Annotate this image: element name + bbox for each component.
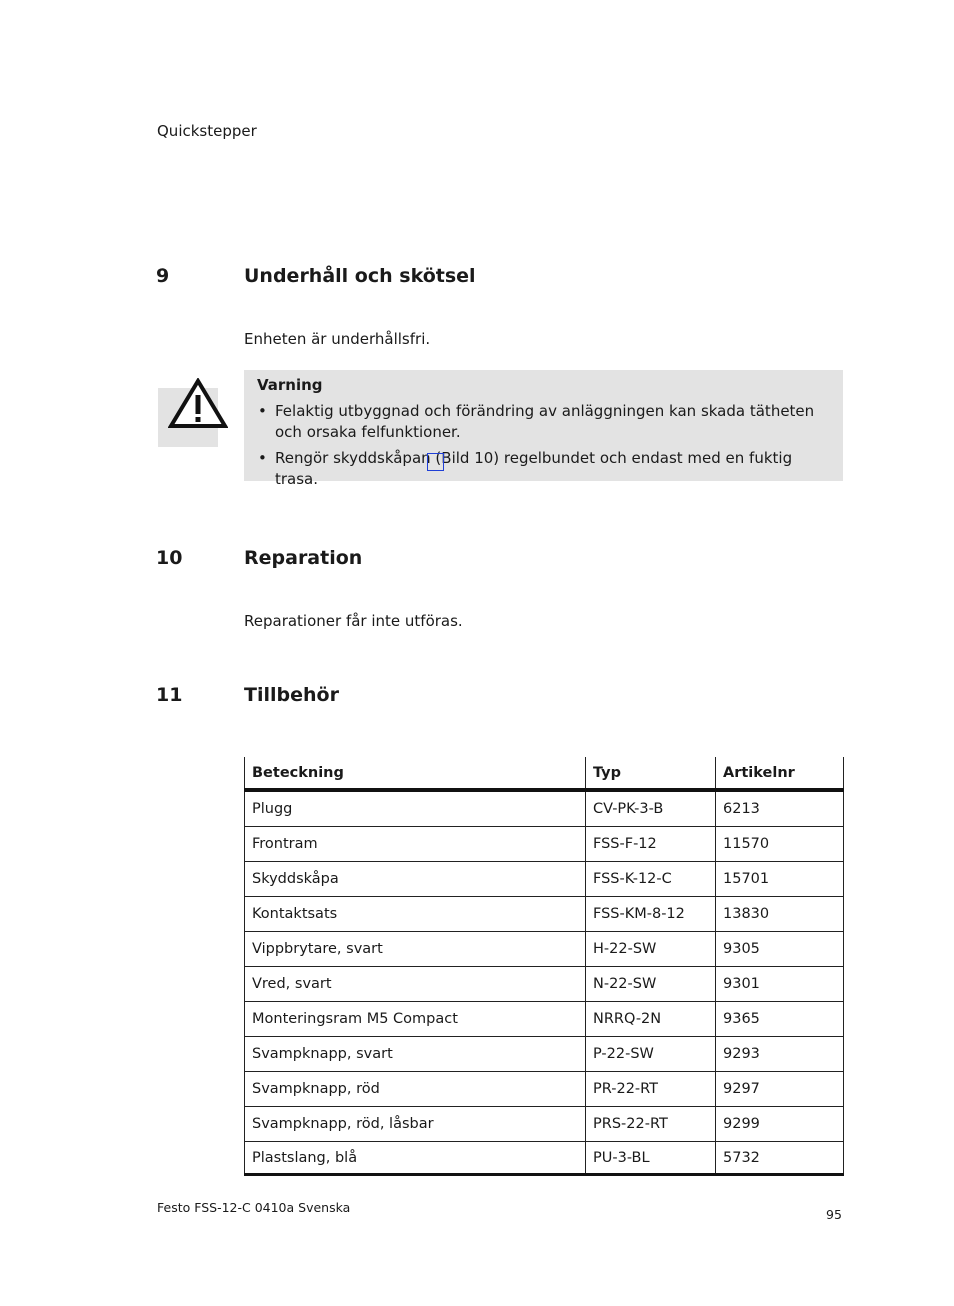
- column-header: Artikelnr: [716, 757, 844, 790]
- accessories-table: [244, 757, 844, 1176]
- warning-icon-box: [158, 388, 218, 447]
- table-cell: Frontram: [245, 827, 586, 862]
- table-cell: 9301: [716, 967, 844, 1002]
- table-cell: 5732: [716, 1142, 844, 1175]
- table-row: [245, 897, 844, 932]
- table-cell: 13830: [716, 897, 844, 932]
- table-cell: FSS-KM-8-12: [586, 897, 716, 932]
- page-number: 95: [826, 1207, 842, 1222]
- table-row: [245, 1037, 844, 1072]
- table-cell: Svampknapp, röd: [245, 1072, 586, 1107]
- table-cell: 11570: [716, 827, 844, 862]
- column-header: Beteckning: [245, 757, 586, 790]
- table-row: [245, 1107, 844, 1142]
- table-cell: Vred, svart: [245, 967, 586, 1002]
- table-cell: Skyddskåpa: [245, 862, 586, 897]
- table-cell: 6213: [716, 790, 844, 827]
- table-cell: Monteringsram M5 Compact: [245, 1002, 586, 1037]
- table-row: [245, 1072, 844, 1107]
- warning-list: [257, 401, 829, 490]
- table-cell: FSS-K-12-C: [586, 862, 716, 897]
- table-row: [245, 932, 844, 967]
- table-cell: Svampknapp, röd, låsbar: [245, 1107, 586, 1142]
- table-cell: CV-PK-3-B: [586, 790, 716, 827]
- table-row: [245, 1142, 844, 1175]
- table-cell: FSS-F-12: [586, 827, 716, 862]
- table-row: [245, 790, 844, 827]
- table-cell: Vippbrytare, svart: [245, 932, 586, 967]
- table-cell: 9365: [716, 1002, 844, 1037]
- warning-title: Varning: [257, 376, 323, 394]
- section-9-number: 9: [156, 265, 170, 287]
- table-cell: PRS-22-RT: [586, 1107, 716, 1142]
- table-cell: P-22-SW: [586, 1037, 716, 1072]
- table-header-row: [245, 757, 844, 790]
- table-cell: PR-22-RT: [586, 1072, 716, 1107]
- section-11-number: 11: [156, 684, 183, 706]
- table-cell: Kontaktsats: [245, 897, 586, 932]
- selection-marker: [427, 453, 444, 471]
- column-header: Typ: [586, 757, 716, 790]
- table-cell: 15701: [716, 862, 844, 897]
- table-cell: Plastslang, blå: [245, 1142, 586, 1175]
- table-row: [245, 967, 844, 1002]
- table-cell: 9297: [716, 1072, 844, 1107]
- table-cell: N-22-SW: [586, 967, 716, 1002]
- warning-box: [244, 370, 843, 488]
- warning-item: • Rengör skyddskåpan (Bild 10) regelbundet och endast med en fuktig trasa.: [257, 448, 829, 490]
- table-cell: 9293: [716, 1037, 844, 1072]
- table-cell: 9299: [716, 1107, 844, 1142]
- section-9-title: Underhåll och skötsel: [244, 265, 476, 287]
- section-11-title: Tillbehör: [244, 684, 339, 706]
- warning-item: • Felaktig utbyggnad och förändring av anläggningen kan skada tätheten och orsaka felfunktioner.: [257, 401, 829, 443]
- table-row: [245, 827, 844, 862]
- section-9-body: Enheten är underhållsfri.: [244, 330, 431, 348]
- section-10-title: Reparation: [244, 547, 363, 569]
- running-header: Quickstepper: [157, 122, 257, 140]
- footer-document-id: Festo FSS-12-C 0410a Svenska: [157, 1200, 351, 1215]
- table-cell: H-22-SW: [586, 932, 716, 967]
- table-cell: Plugg: [245, 790, 586, 827]
- table-cell: NRRQ-2N: [586, 1002, 716, 1037]
- section-10-number: 10: [156, 547, 183, 569]
- warning-triangle-icon: [168, 378, 228, 438]
- table-row: [245, 862, 844, 897]
- table-cell: 9305: [716, 932, 844, 967]
- section-10-body: Reparationer får inte utföras.: [244, 612, 463, 630]
- table-row: [245, 1002, 844, 1037]
- table-cell: Svampknapp, svart: [245, 1037, 586, 1072]
- table-cell: PU-3-BL: [586, 1142, 716, 1175]
